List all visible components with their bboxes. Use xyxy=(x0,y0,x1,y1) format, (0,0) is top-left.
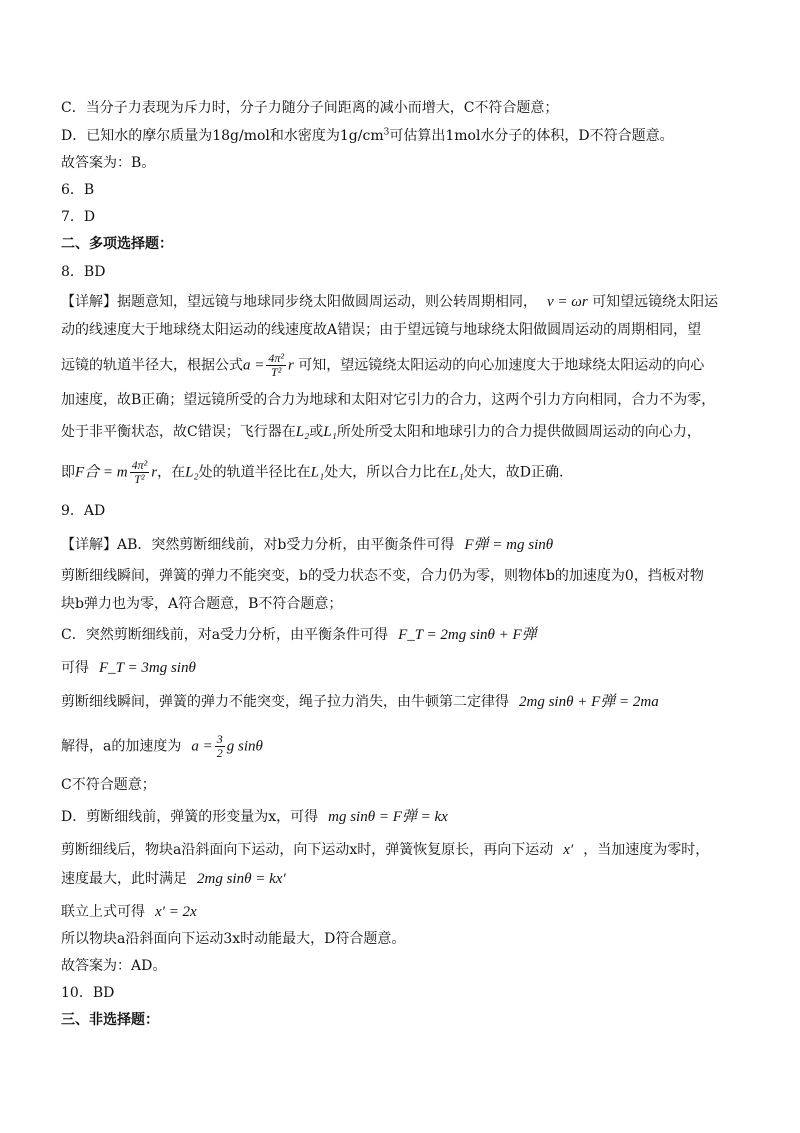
fraction: $\frac{\text{4π²}}{\text{T²}}$ xyxy=(131,458,148,486)
formula-tension: F_T = 2mg sinθ + F弹 xyxy=(398,627,537,643)
q9-explanation-line: 所以物块a沿斜面向下运动3x时动能最大，D符合题意。 xyxy=(61,931,406,947)
option-d-line: D．已知水的摩尔质量为18g/mol和水密度为$1g/cm^3$可估算出1mol水分子的体积，D不符合题意。 xyxy=(61,127,674,144)
formula-newton-second-law: 2mg sinθ + F弹 = 2ma xyxy=(519,694,659,710)
question-6-answer: 6．B xyxy=(61,182,95,198)
question-9-answer: 9．AD xyxy=(61,503,106,519)
question-7-answer: 7．D xyxy=(61,209,96,225)
q8-explanation-line: 加速度，故B正确；望远镜所受的合力为地球和太阳对它引力的合力，这两个引力方向相同，合力不为零， xyxy=(61,392,716,408)
answer-line: 故答案为：B。 xyxy=(61,155,156,171)
q8-explanation-line: 【详解】据题意知，望远镜与地球同步绕太阳做圆周运动，则公转周期相同， v = ωr 可知望远镜绕太阳运 xyxy=(61,294,719,310)
section-heading-multiple-choice: 二、多项选择题： xyxy=(61,236,173,252)
q9-explanation-line: 剪断细线瞬间，弹簧的弹力不能突变，b的受力状态不变，合力仍为零，则物体b的加速度为0，挡板对物 xyxy=(61,568,704,584)
fraction: $\frac{\text{4π²}}{\text{T²}}$ xyxy=(268,351,284,379)
q9-explanation-line: 剪断细线后，物块a沿斜面向下运动，向下运动x时，弹簧恢复原长，再向下运动 x′ ，当加速度为零时， xyxy=(61,842,710,858)
q9-explanation-line: 速度最大，此时满足 2mg sinθ = kx′ xyxy=(61,871,286,887)
question-8-answer: 8．BD xyxy=(61,264,106,280)
formula-deformation: mg sinθ = F弹 = kx xyxy=(328,809,448,825)
formula-acceleration: a = xyxy=(243,357,265,374)
q8-explanation-line: 处于非平衡状态，故C错误；飞行器在L₂或L₁所处所受太阳和地球引力的合力提供做圆周运动的向心力， xyxy=(61,424,701,440)
formula-spring-force: F弹 = mg sinθ xyxy=(464,537,554,553)
fraction: $\frac{3}{2}$ xyxy=(216,732,223,760)
question-10-answer: 10．BD xyxy=(61,985,115,1001)
formula-max-speed-condition: 2mg sinθ = kx′ xyxy=(197,871,286,887)
formula-net-force: F合 = m xyxy=(75,464,128,481)
formula-tension-result: F_T = 3mg sinθ xyxy=(99,660,196,676)
q9-explanation-line: 块b弹力也为零，A符合题意，B不符合题意； xyxy=(61,596,343,612)
q8-explanation-line: 远镜的轨道半径大，根据公式a = $\frac{\text{4π²}}{\text{T²}}$ r 可知，望远镜绕太阳运动的向心加速度大于地球绕太阳运动的向心 xyxy=(61,351,705,379)
q9-explanation-line: 解得，a的加速度为 a = $\frac{3}{2}$ g sinθ xyxy=(61,732,263,760)
q8-explanation-line: 即F合 = m $\frac{\text{4π²}}{\text{T²}}$ r，在L₂处的轨道半径比在L₁处大，所以合力比在L₁处大，故D正确. xyxy=(61,458,564,486)
formula-v-omega-r: v = ωr xyxy=(547,294,588,310)
q9-explanation-line: 可得 F_T = 3mg sinθ xyxy=(61,660,196,676)
q9-explanation-line: 剪断细线瞬间，弹簧的弹力不能突变，绳子拉力消失，由牛顿第二定律得 2mg sinθ + F弹 = 2ma xyxy=(61,694,659,710)
answer-line: 故答案为：AD。 xyxy=(61,958,167,974)
q8-explanation-line: 动的线速度大于地球绕太阳运动的线速度故A错误；由于望远镜与地球绕太阳做圆周运动的周期相同，望 xyxy=(61,322,702,338)
q9-explanation-line: D．剪断细线前，弹簧的形变量为x，可得 mg sinθ = F弹 = kx xyxy=(61,809,448,825)
formula-acceleration-a: a = xyxy=(191,738,213,755)
formula-x-prime: x′ = 2x xyxy=(155,904,197,920)
q9-explanation-line: C．突然剪断细线前，对a受力分析，由平衡条件可得 F_T = 2mg sinθ + F弹 xyxy=(61,627,537,643)
q9-explanation-line: C不符合题意； xyxy=(61,777,156,793)
q9-explanation-line: 联立上式可得 x′ = 2x xyxy=(61,904,197,920)
q9-explanation-line: 【详解】AB．突然剪断细线前，对b受力分析，由平衡条件可得 F弹 = mg sinθ xyxy=(61,537,554,553)
section-heading-non-choice: 三、非选择题： xyxy=(61,1012,159,1028)
option-c-line: C．当分子力表现为斥力时，分子力随分子间距离的减小而增大，C不符合题意； xyxy=(61,100,559,116)
